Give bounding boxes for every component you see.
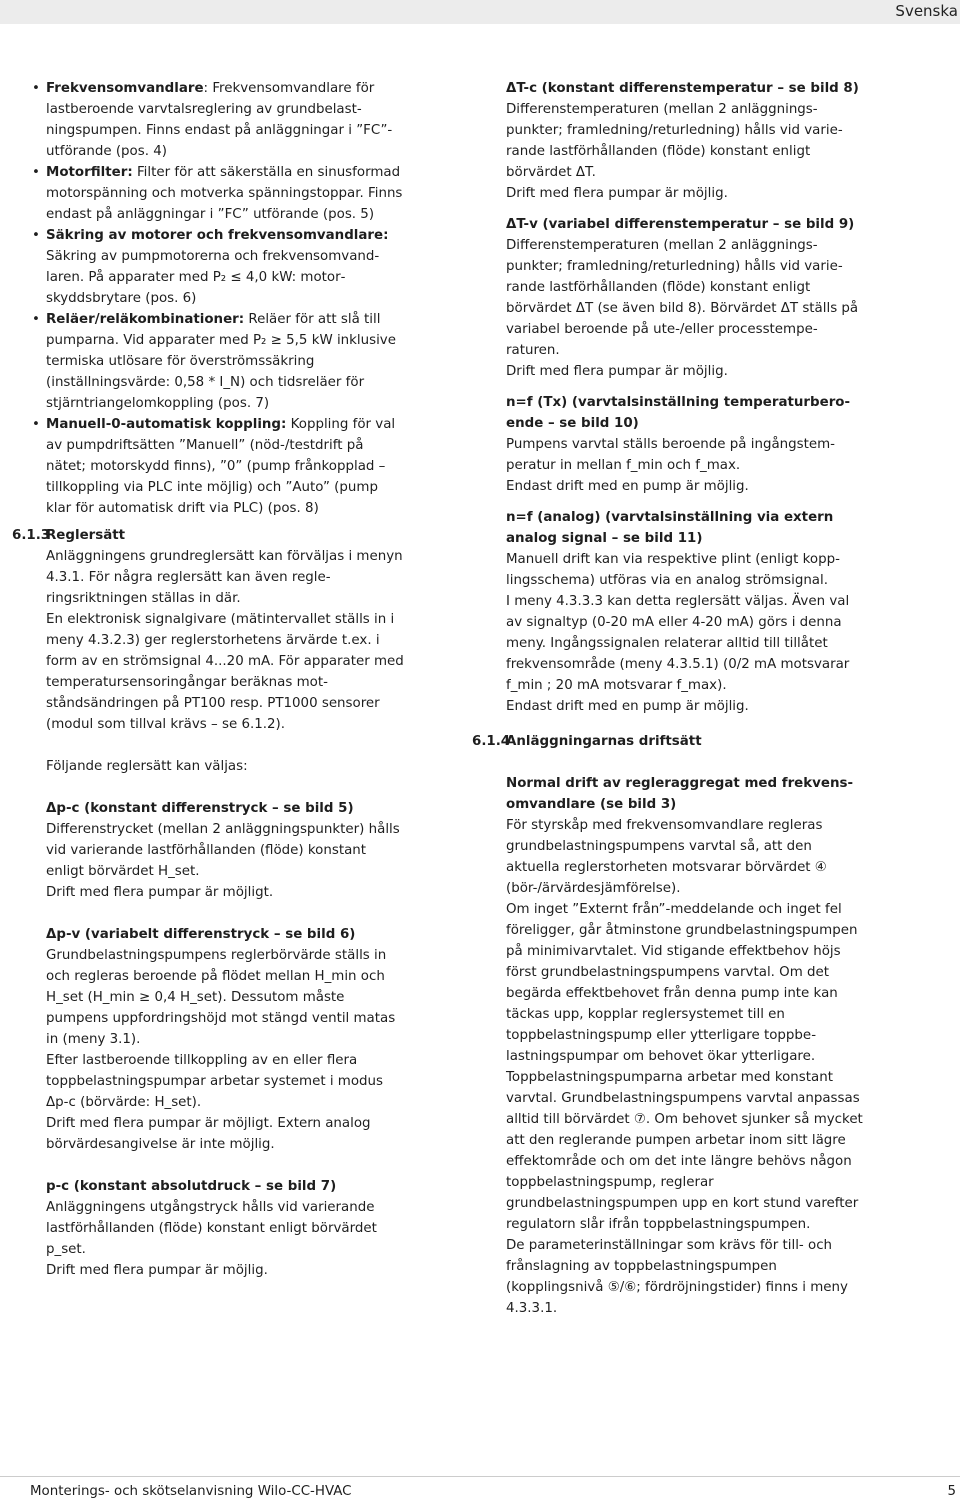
paragraph: Manuell drift kan via respektive plint (enligt kopplingsschema) utföras via en analog strömsignal. (506, 552, 840, 588)
control-mode-block (506, 78, 864, 204)
page-number: 5 (947, 1484, 956, 1499)
list-item: • Manuell-0-automatisk koppling: Koppling för val av pumpdriftsätten ”Manuell” (nöd-/testdrift på nätet; motorskydd finns), ”0” (pump frånkopplad – tillkoppling via PLC inte möjlig) och ”Auto” (pump klar för automatisk drift via PLC) (pos. 8) (12, 414, 404, 519)
subsection-heading: Normal drift av regleraggregat med frekvensomvandlare (se bild 3) (506, 776, 854, 812)
mode-heading: p-c (konstant absolutdruck – se bild 7) (46, 1179, 337, 1194)
component-list (12, 78, 404, 519)
paragraph: Endast drift med en pump är möjlig. (506, 479, 749, 494)
paragraph: Följande reglersätt kan väljas: (46, 759, 248, 774)
mode-heading: ΔT-c (konstant differenstemperatur – se bild 8) (506, 81, 859, 96)
section-title: Anläggningarnas driftsätt (506, 734, 702, 749)
footer-divider (0, 1476, 960, 1477)
paragraph: Drift med flera pumpar är möjlig. (46, 1263, 268, 1278)
paragraph: För styrskåp med frekvensomvandlare regleras grundbelastningspumpens varvtal så, att den aktuella reglerstorheten motsvarar börvärdet ④ (bör-/ärvärdesjämförelse). (506, 818, 827, 896)
control-mode-block (506, 214, 864, 382)
control-mode-block (46, 798, 404, 903)
paragraph: Differenstemperaturen (mellan 2 anläggningspunkter; framledning/returledning) hålls vid varierande lastförhållanden (flöde) konstant enligt börvärdet ΔT (se även bild 8). Börvärdet ΔT ställs på variabel beroende på ute-/eller processtemperaturen. (506, 238, 859, 358)
footer-title: Monterings- och skötselanvisning Wilo-CC-HVAC (30, 1484, 352, 1499)
paragraph: Drift med flera pumpar är möjlig. (506, 186, 728, 201)
paragraph: En elektronisk signalgivare (mätintervallet ställs in i meny 4.3.2.3) ger reglerstorhetens ärvärde t.ex. i form av en strömsignal 4...20 mA. För apparater med temperatursensoringångar beräknas motståndsändringen på PT100 resp. PT1000 sensorer (modul som tillval krävs – se 6.1.2). (46, 612, 404, 732)
paragraph: Differenstemperaturen (mellan 2 anläggningspunkter; framledning/returledning) hålls vid varierande lastförhållanden (flöde) konstant enligt börvärdet ΔT. (506, 102, 843, 180)
paragraph: Om inget ”Externt från”-meddelande och inget fel föreligger, går åtminstone grundbelastningspumpen på minimivarvtalet. Vid stigande effektbehov höjs först grundbelastningspumpens varvtal. Om det begärda effektbehovet från denna pump inte kan täckas upp, kopplar reglersystemet till en toppbelastningspump eller ytterligare toppbelastningspumpar om behovet ökar ytterligare. Toppbelastningspumparna arbetar med konstant varvtal. Grundbelastningspumpens varvtal anpassas alltid till börvärdet ⑦. Om behovet sjunker så mycket att den reglerande pumpen arbetar inom sitt lägre effektområde och om det inte längre behövs någon toppbelastningspump, reglerar grundbelastningspumpen upp en kort stund varefter regulatorn slår ifrån toppbelastningspumpen. (506, 902, 863, 1232)
paragraph: Differenstrycket (mellan 2 anläggningspunkter) hålls vid varierande lastförhållanden (flöde) konstant enligt börvärdet H_set. (46, 822, 400, 879)
mode-heading: ΔT-v (variabel differenstemperatur – se bild 9) (506, 217, 855, 232)
paragraph: De parameterinställningar som krävs för till- och frånslagning av toppbelastningspumpen (kopplingsnivå ⑤/⑥; fördröjningstider) finns i meny 4.3.3.1. (506, 1238, 848, 1316)
right-column (472, 78, 864, 1319)
paragraph: Pumpens varvtal ställs beroende på ingångstemperatur in mellan f_min och f_max. (506, 437, 836, 473)
list-item: • Motorfilter: Filter för att säkerställa en sinusformad motorspänning och motverka spänningstoppar. Finns endast på anläggningar i ”FC” utförande (pos. 5) (12, 162, 404, 225)
paragraph: Drift med flera pumpar är möjlig. (506, 364, 728, 379)
section-number: 6.1.4 (472, 734, 511, 749)
section-6-1-3 (12, 525, 404, 777)
control-mode-block (506, 507, 864, 717)
page-header (0, 0, 960, 24)
paragraph: Anläggningens grundreglersätt kan förväljas i menyn 4.3.1. För några reglersätt kan även regleringsriktningen ställas in där. (46, 549, 403, 606)
control-mode-block (46, 924, 404, 1155)
left-column (12, 78, 404, 1281)
mode-heading: Δp-c (konstant differenstryck – se bild 5) (46, 801, 354, 816)
paragraph: Endast drift med en pump är möjlig. (506, 699, 749, 714)
mode-heading: n=f (analog) (varvtalsinställning via extern analog signal – se bild 11) (506, 510, 834, 546)
list-item: • Säkring av motorer och frekvensomvandlare: Säkring av pumpmotorerna och frekvensomvandlaren. På apparater med P₂ ≤ 4,0 kW: motorskyddsbrytare (pos. 6) (12, 225, 404, 309)
section-title: Reglersätt (46, 528, 126, 543)
paragraph: Drift med flera pumpar är möjligt. Extern analog börvärdesangivelse är inte möjlig. (46, 1116, 371, 1152)
section-6-1-4 (472, 731, 864, 1319)
list-item: • Frekvensomvandlare: Frekvensomvandlare för lastberoende varvtalsreglering av grundbelastningspumpen. Finns endast på anläggningar i ”FC”-utförande (pos. 4) (12, 78, 404, 162)
control-mode-block (506, 392, 864, 497)
list-item: • Reläer/reläkombinationer: Reläer för att slå till pumparna. Vid apparater med P₂ ≥ 5,5 kW inklusive termiska utlösare för överströmssäkring (inställningsvärde: 0,58 * I_N) och tidsreläer för stjärntriangelomkoppling (pos. 7) (12, 309, 404, 414)
paragraph: Grundbelastningspumpens reglerbörvärde ställs in och regleras beroende på flödet mellan H_min och H_set (H_min ≥ 0,4 H_set). Dessutom måste pumpens uppfordringshöjd mot stängd ventil matas in (meny 3.1). (46, 948, 396, 1047)
mode-heading: n=f (Tx) (varvtalsinställning temperaturberoende – se bild 10) (506, 395, 851, 431)
mode-heading: Δp-v (variabelt differenstryck – se bild 6) (46, 927, 356, 942)
paragraph: Drift med flera pumpar är möjligt. (46, 885, 274, 900)
paragraph: Anläggningens utgångstryck hålls vid varierande lastförhållanden (flöde) konstant enligt börvärdet p_set. (46, 1200, 377, 1257)
control-mode-block (46, 1176, 404, 1281)
paragraph: Efter lastberoende tillkoppling av en eller flera toppbelastningspumpar arbetar systemet i modus Δp-c (börvärde: H_set). (46, 1053, 384, 1110)
language-label: Svenska (895, 2, 958, 20)
paragraph: I meny 4.3.3.3 kan detta reglersätt väljas. Även val av signaltyp (0-20 mA eller 4-20 mA) görs i denna meny. Ingångssignalen relaterar alltid till tillåtet frekvensområde (meny 4.3.5.1) (0/2 mA motsvarar f_min ; 20 mA motsvarar f_max). (506, 594, 850, 693)
section-number: 6.1.3 (12, 528, 51, 543)
